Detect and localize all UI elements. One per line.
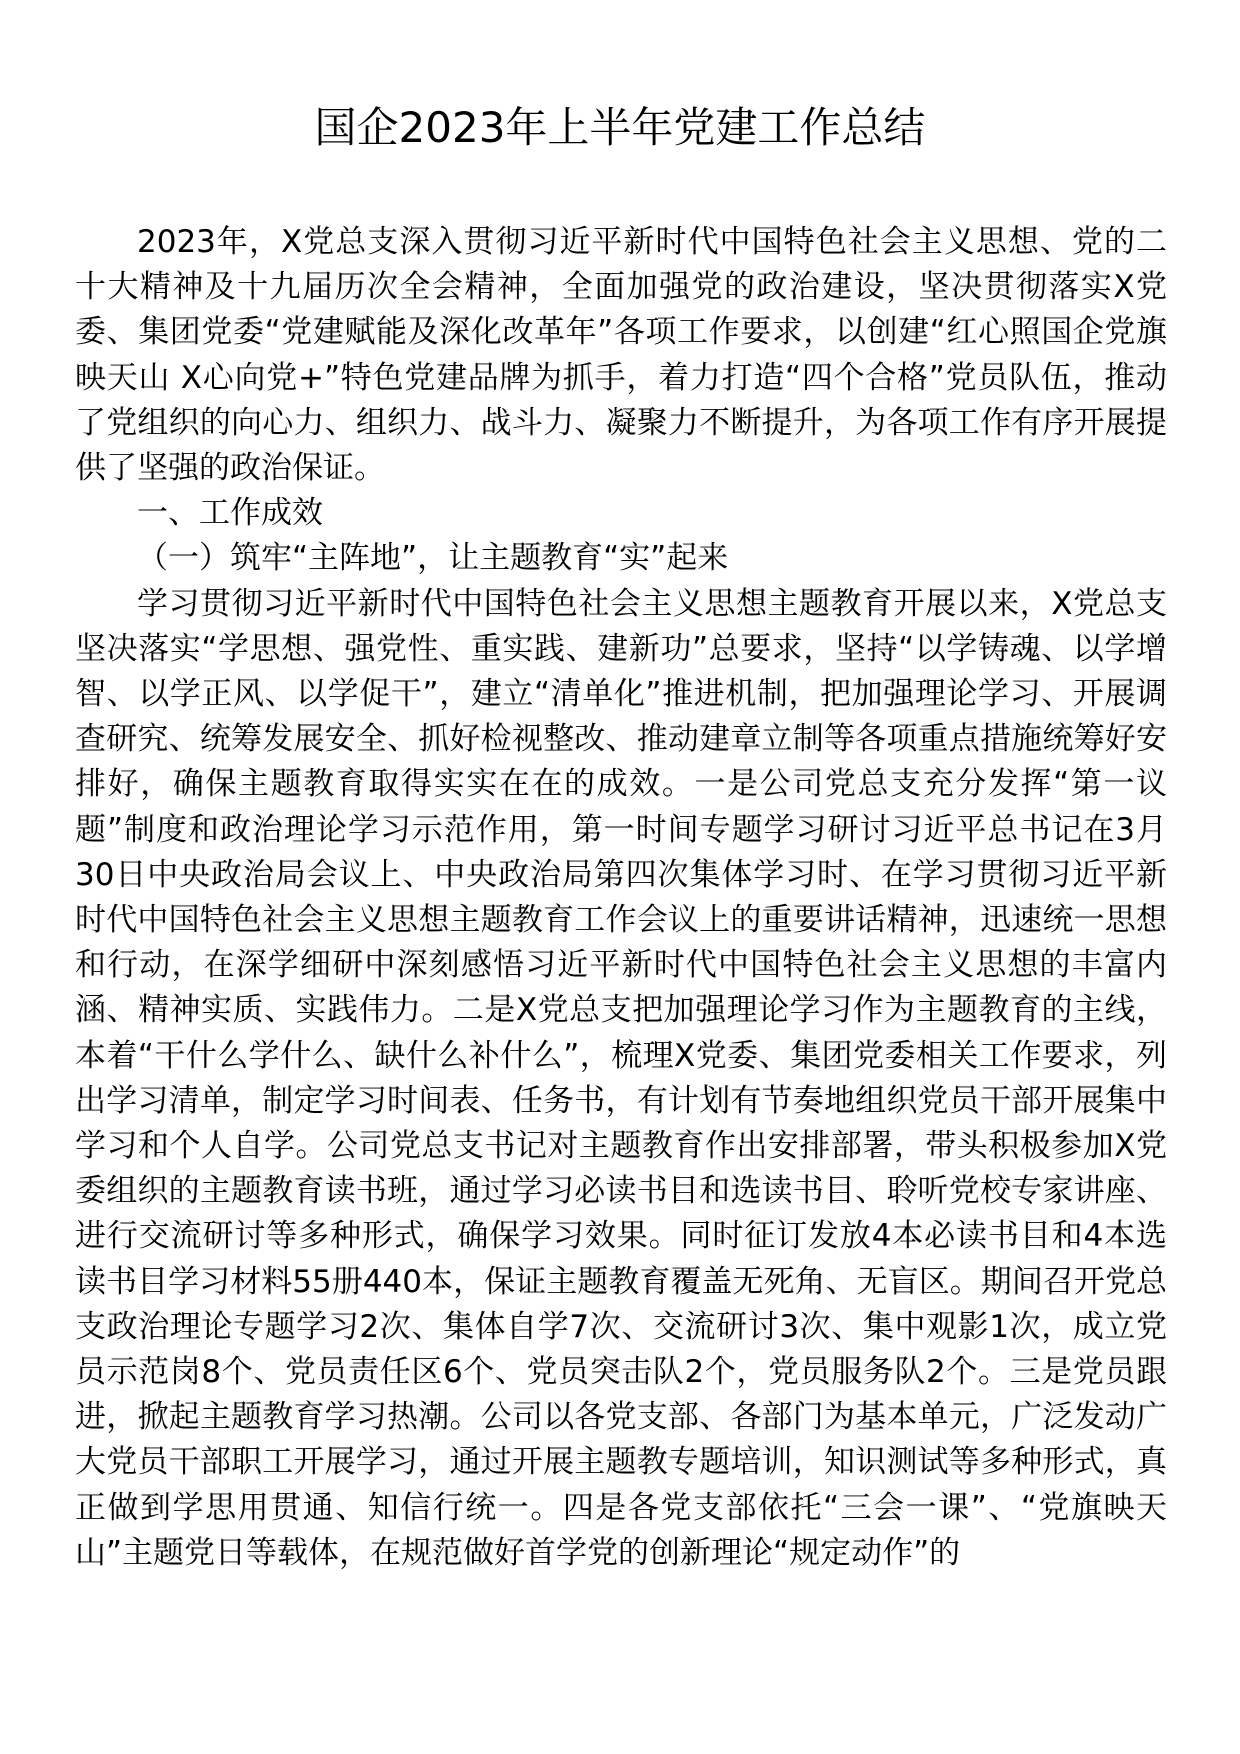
section-heading: 一、工作成效 <box>137 495 323 532</box>
subsection-heading: （一）筑牢“主阵地”，让主题教育“实”起来 <box>137 540 729 577</box>
body-paragraph: 学习贯彻习近平新时代中国特色社会主义思想主题教育开展以来，X党总支坚决落实“学思想、强党性、重实践、建新功”总要求，坚持“以学铸魂、以学增智、以学正风、以学促干”，建立“清单化”推进机制，把加强理论学习、开展调查研究、统筹发展安全、抓好检视整改、推动建章立制等各项重点措施统筹好安排好，确保主题教育取得实实在在的成效。一是公司党总支充分发挥“第一议题”制度和政治理论学习示范作用，第一时间专题学习研讨习近平总书记在3月30日中央政治局会议上、中央政治局第四次集体学习时、在学习贯彻习近平新时代中国特色社会主义思想主题教育工作会议上的重要讲话精神，迅速统一思想和行动，在深学细研中深刻感悟习近平新时代中国特色社会主义思想的丰富内涵、精神实质、实践伟力。二是X党总支把加强理论学习作为主题教育的主线，本着“干什么学什么、缺什么补什么”，梳理X党委、集团党委相关工作要求，列出学习清单，制定学习时间表、任务书，有计划有节奏地组织党员干部开展集中学习和个人自学。公司党总支书记对主题教育作出安排部署，带头积极参加X党委组织的主题教育读书班，通过学习必读书目和选读书目、聆听党校专家讲座、进行交流研讨等多种形式，确保学习效果。同时征订发放4本必读书目和4本选读书目学习材料55册440本，保证主题教育覆盖无死角、无盲区。期间召开党总支政治理论专题学习2次、集体自学7次、交流研讨3次、集中观影1次，成立党员示范岗8个、党员责任区6个、党员突击队2个，党员服务队2个。三是党员跟进，掀起主题教育学习热潮。公司以各党支部、各部门为基本单元，广泛发动广大党员干部职工开展学习，通过开展主题教专题培训，知识测试等多种形式，真正做到学思用贯通、知信行统一。四是各党支部依托“三会一课”、“党旗映天山”主题党日等载体，在规范做好首学党的创新理论“规定动作”的 <box>75 585 1167 1571</box>
document-title: 国企2023年上半年党建工作总结 <box>314 103 926 152</box>
document-body <box>75 220 1167 1576</box>
intro-paragraph: 2023年，X党总支深入贯彻习近平新时代中国特色社会主义思想、党的二十大精神及十九届历次全会精神，全面加强党的政治建设，坚决贯彻落实X党委、集团党委“党建赋能及深化改革年”各项工作要求，以创建“红心照国企党旗映天山 X心向党+”特色党建品牌为抓手，着力打造“四个合格”党员队伍，推动了党组织的向心力、组织力、战斗力、凝聚力不断提升，为各项工作有序开展提供了坚强的政治保证。 <box>75 224 1167 487</box>
